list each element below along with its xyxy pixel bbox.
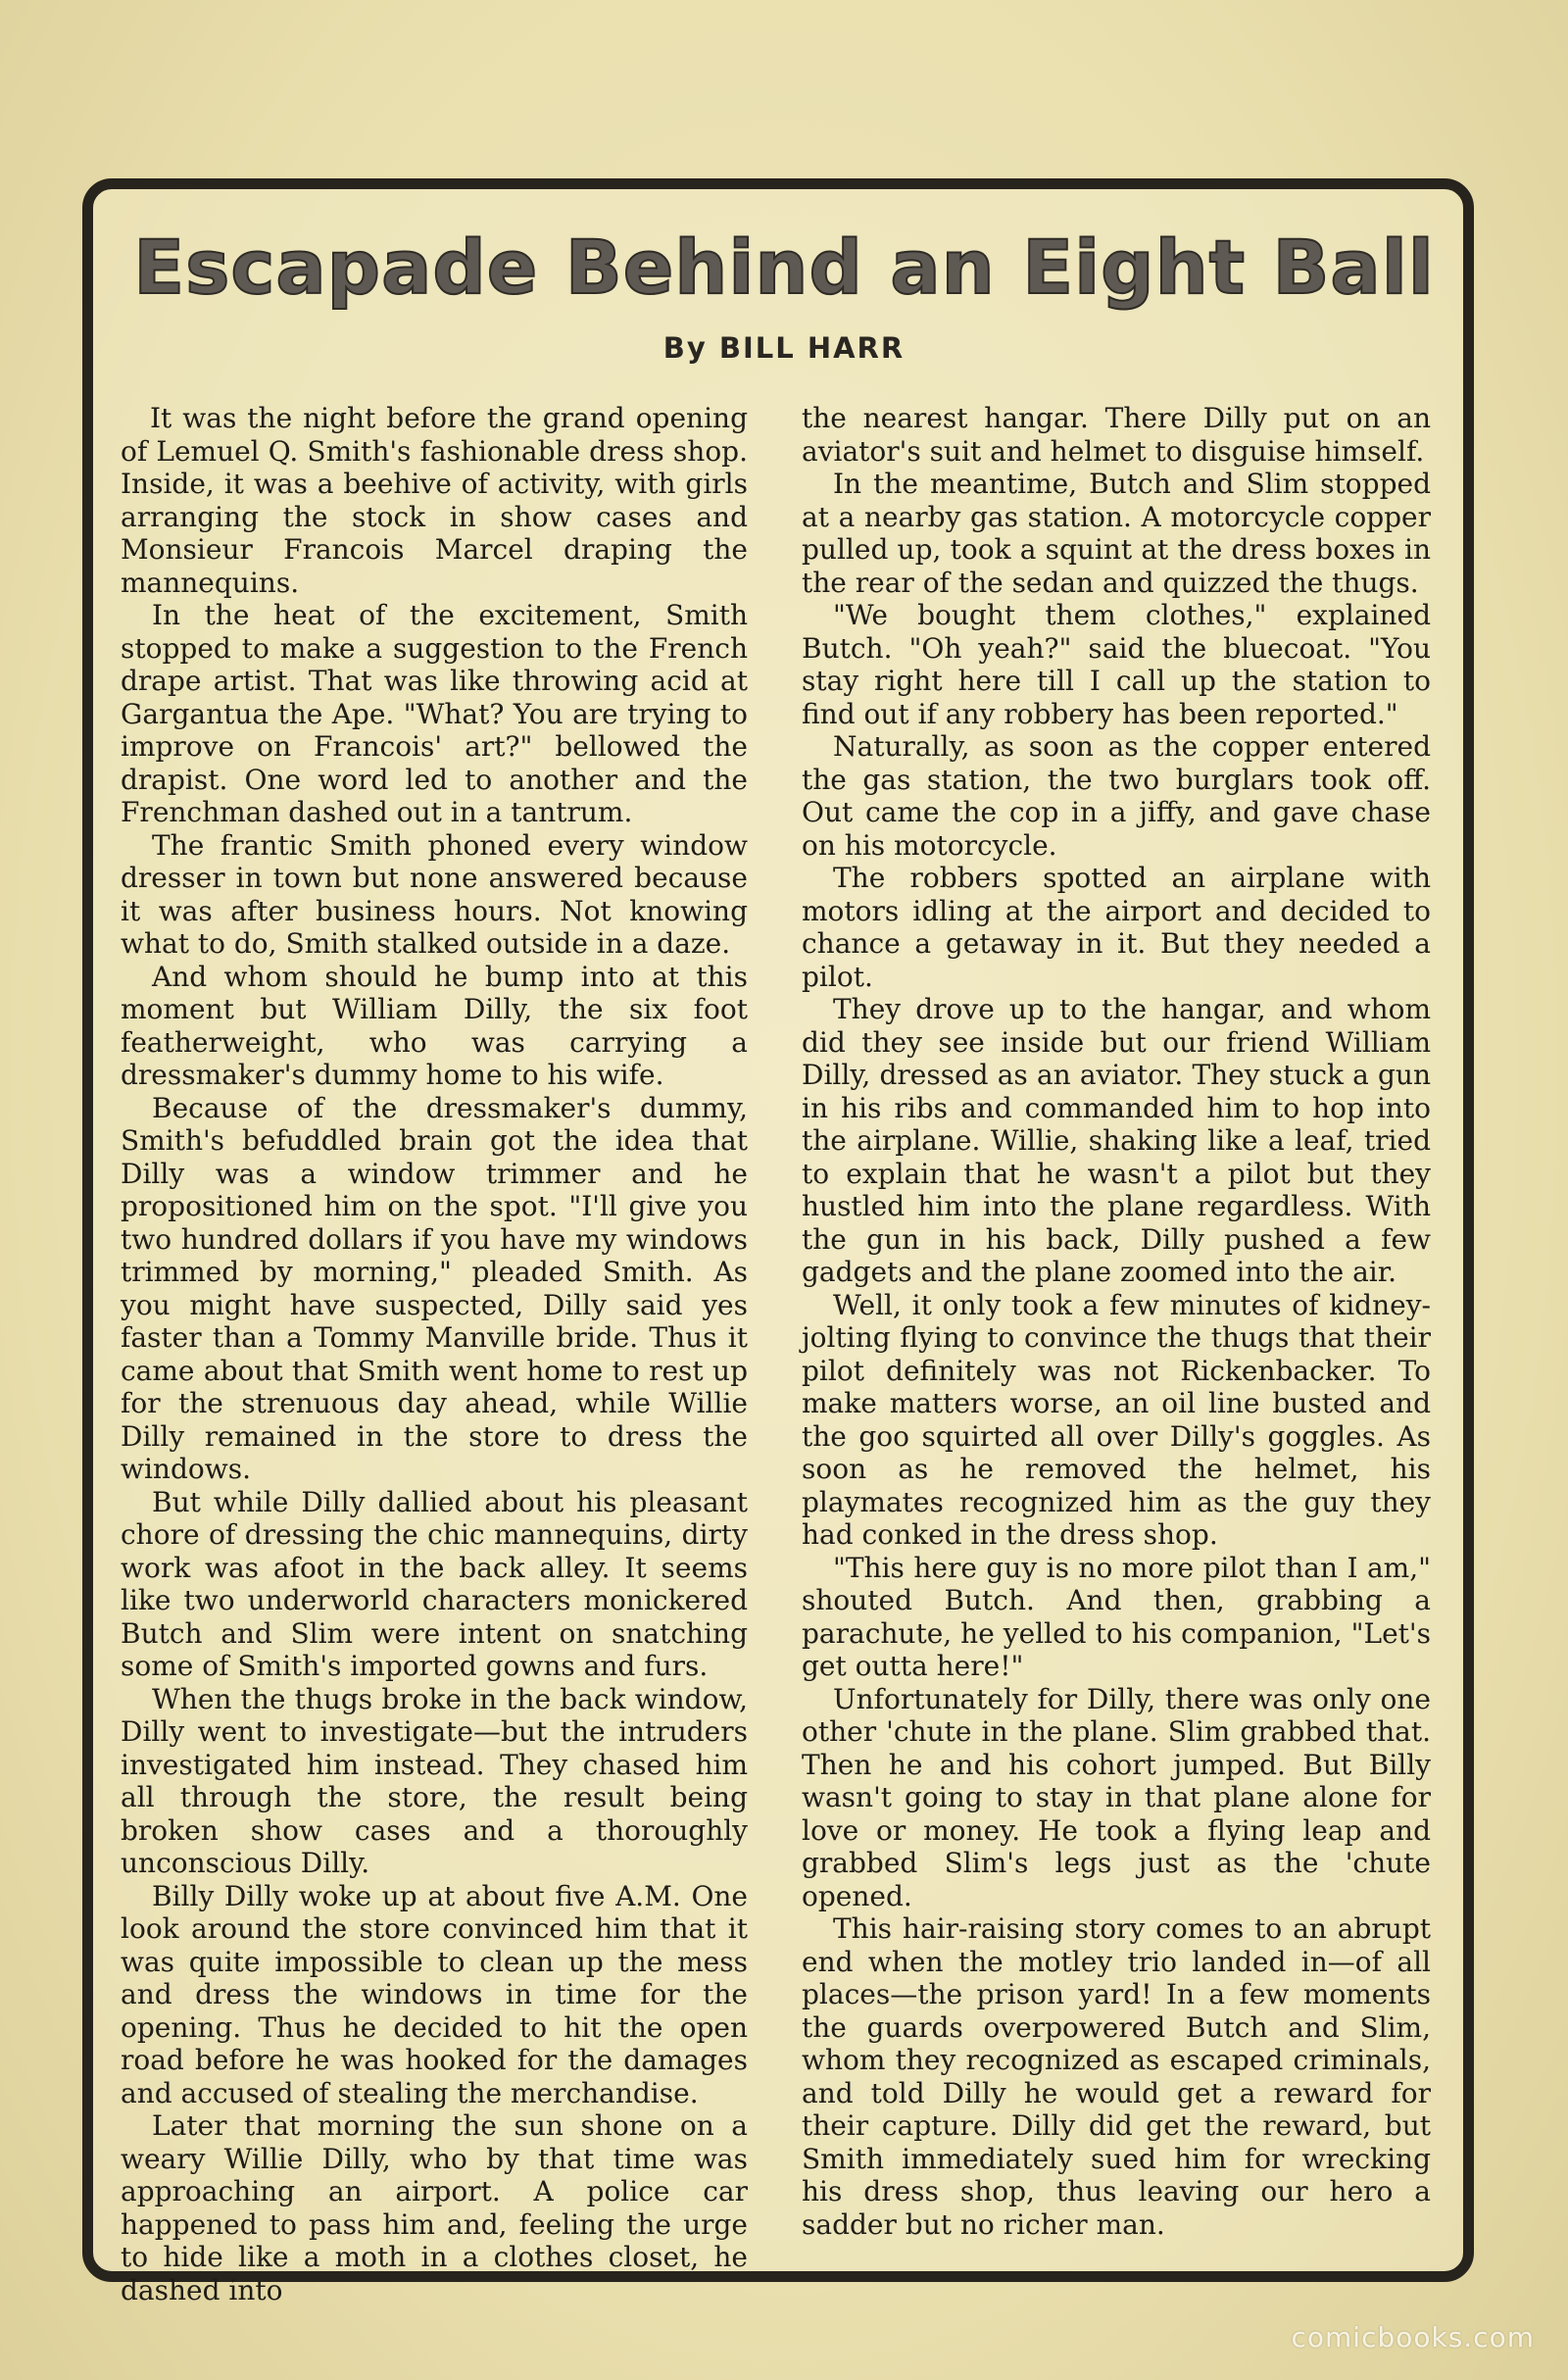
left-column bbox=[121, 402, 748, 2306]
paragraph: The robbers spotted an airplane with motors idling at the airport and decided to chance a getaway in it. But they needed a pilot. bbox=[802, 862, 1431, 993]
paragraph: They drove up to the hangar, and whom did they see inside but our friend William Dilly, dressed as an aviator. They stuck a gun in his ribs and commanded him to hop into the airplane. Willie, shaking like a leaf, tried to explain that he wasn't a pilot but they hustled him into the plane regardless. With the gun in his back, Dilly pushed a few gadgets and the plane zoomed into the air. bbox=[802, 993, 1431, 1288]
paragraph: The frantic Smith phoned every window dresser in town but none answered because it was after business hours. Not knowing what to do, Smith stalked outside in a daze. bbox=[121, 828, 748, 960]
paragraph: "This here guy is no more pilot than I am," shouted Butch. And then, grabbing a parachute, he yelled to his companion, "Let's get outta here!" bbox=[802, 1551, 1431, 1682]
right-column bbox=[802, 402, 1431, 2241]
paragraph-continued: the nearest hangar. There Dilly put on an aviator's suit and helmet to disguise himself. bbox=[802, 402, 1431, 468]
paragraph: "We bought them clothes," explained Butch. "Oh yeah?" said the bluecoat. "You stay right here till I call up the station to find out if any robbery has been reported." bbox=[802, 599, 1431, 730]
paragraph: In the heat of the excitement, Smith stopped to make a suggestion to the French drape artist. That was like throwing acid at Gargantua the Ape. "What? You are trying to improve on Francois' art?" bellowed the drapist. One word led to another and the Frenchman dashed out in a tantrum. bbox=[121, 599, 748, 828]
paragraph: In the meantime, Butch and Slim stopped at a nearby gas station. A motorcycle copper pulled up, took a squint at the dress boxes in the rear of the sedan and quizzed the thugs. bbox=[802, 468, 1431, 599]
paragraph: It was the night before the grand opening of Lemuel Q. Smith's fashionable dress shop. Inside, it was a beehive of activity, with girls arranging the stock in show cases and Monsieur Francois Marcel draping the mannequins. bbox=[121, 402, 748, 599]
paragraph: But while Dilly dallied about his pleasant chore of dressing the chic mannequins, dirty work was afoot in the back alley. It seems like two underworld characters monickered Butch and Slim were intent on snatching some of Smith's imported gowns and furs. bbox=[121, 1485, 748, 1682]
site-watermark: comicbooks.com bbox=[1291, 2321, 1535, 2354]
paragraph: Later that morning the sun shone on a weary Willie Dilly, who by that time was approaching an airport. A police car happened to pass him and, feeling the urge to hide like a moth in a clothes closet, he dashed into bbox=[121, 2109, 748, 2306]
paragraph: Unfortunately for Dilly, there was only one other 'chute in the plane. Slim grabbed that. Then he and his cohort jumped. But Billy wasn't going to stay in that plane alone for love or money. He took a flying leap and grabbed Slim's legs just as the 'chute opened. bbox=[802, 1682, 1431, 1912]
paragraph: Billy Dilly woke up at about five A.M. One look around the store convinced him that it was quite impossible to clean up the mess and dress the windows in time for the opening. Thus he decided to hit the open road before he was hooked for the damages and accused of stealing the merchandise. bbox=[121, 1879, 748, 2109]
paragraph: Well, it only took a few minutes of kidney-jolting flying to convince the thugs that their pilot definitely was not Rickenbacker. To make matters worse, an oil line busted and the goo squirted all over Dilly's goggles. As soon as he removed the helmet, his playmates recognized him as the guy they had conked in the dress shop. bbox=[802, 1288, 1431, 1551]
paragraph: Because of the dressmaker's dummy, Smith's befuddled brain got the idea that Dilly was a window trimmer and he propositioned him on the spot. "I'll give you two hundred dollars if you have my windows trimmed by morning," pleaded Smith. As you might have suspected, Dilly said yes faster than a Tommy Manville bride. Thus it came about that Smith went home to rest up for the strenuous day ahead, while Willie Dilly remained in the store to dress the windows. bbox=[121, 1091, 748, 1485]
paragraph: When the thugs broke in the back window, Dilly went to investigate—but the intruders investigated him instead. They chased him all through the store, the result being broken show cases and a thoroughly unconscious Dilly. bbox=[121, 1682, 748, 1879]
story-title: Escapade Behind an Eight Ball bbox=[133, 223, 1435, 311]
paragraph: And whom should he bump into at this moment but William Dilly, the six foot featherweight, who was carrying a dressmaker's dummy home to his wife. bbox=[121, 960, 748, 1091]
paragraph: This hair-raising story comes to an abrupt end when the motley trio landed in—of all places—the prison yard! In a few moments the guards overpowered Butch and Slim, whom they recognized as escaped criminals, and told Dilly he would get a reward for their capture. Dilly did get the reward, but Smith immediately sued him for wrecking his dress shop, thus leaving our hero a sadder but no richer man. bbox=[802, 1912, 1431, 2241]
paragraph: Naturally, as soon as the copper entered the gas station, the two burglars took off. Out came the cop in a jiffy, and gave chase on his motorcycle. bbox=[802, 730, 1431, 862]
story-byline: By BILL HARR bbox=[662, 331, 906, 365]
